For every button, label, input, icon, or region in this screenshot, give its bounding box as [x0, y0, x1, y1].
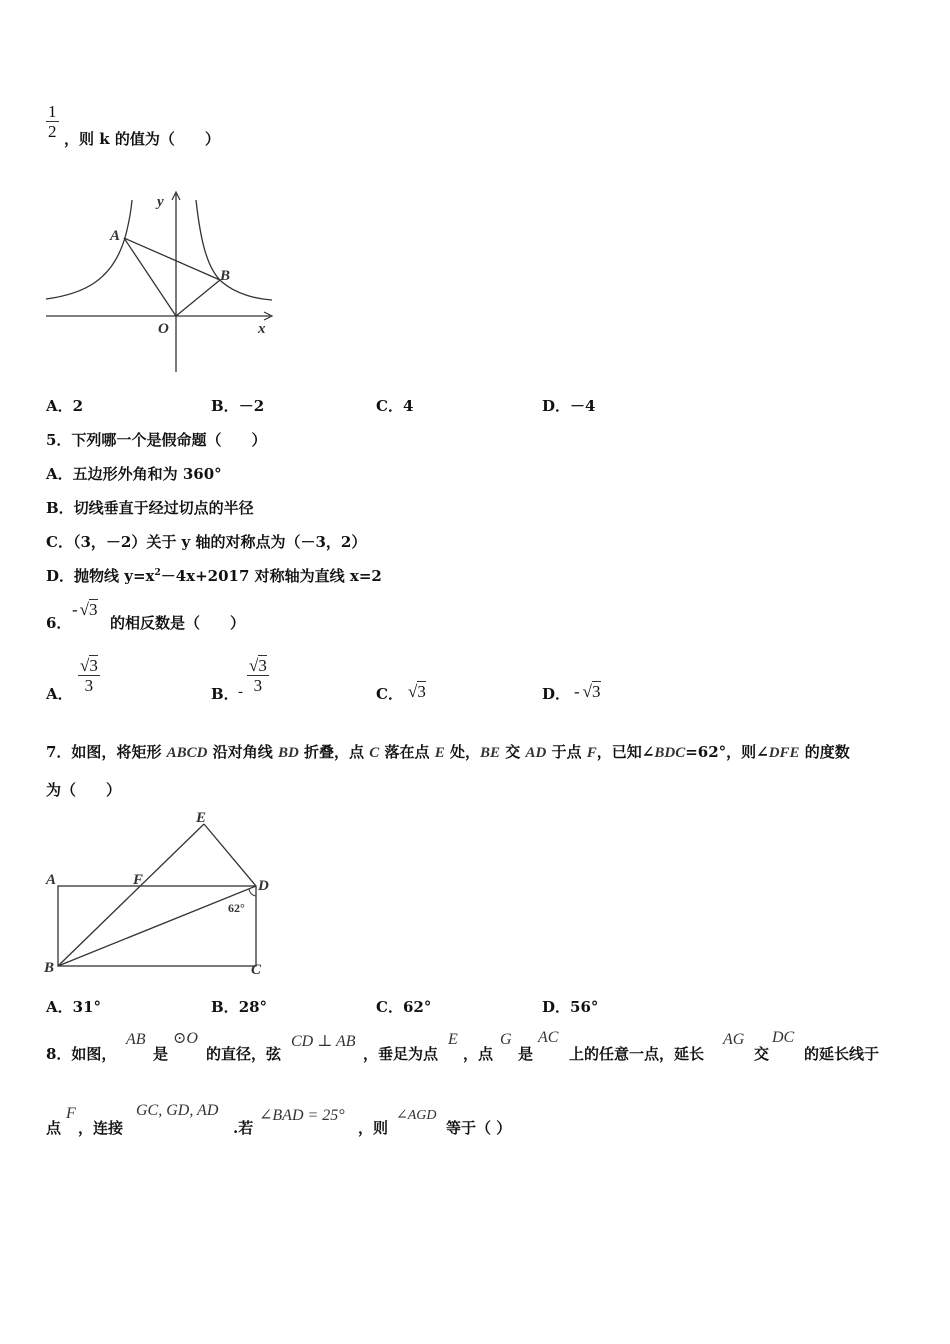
- q6-option-b-letter[interactable]: B．: [211, 685, 239, 703]
- option-text: －4x+2017 对称轴为直线 x=2: [160, 567, 382, 585]
- label-d: D: [258, 878, 269, 894]
- text: 落在点: [379, 743, 435, 761]
- option-text: D．抛物线 y=x: [46, 567, 155, 585]
- option-letter: B．: [211, 998, 239, 1016]
- q6-option-a-letter[interactable]: A．: [46, 685, 73, 703]
- hyperbola-left-branch: [46, 200, 132, 299]
- q8-math-circle-o: ⊙O: [173, 1030, 198, 1047]
- q5-option-b[interactable]: B．切线垂直于经过切点的半径: [46, 499, 254, 517]
- option-letter: D．: [542, 397, 571, 415]
- q6-stem-tail: 的相反数是（ ）: [110, 614, 246, 632]
- q4-option-a[interactable]: [46, 395, 83, 416]
- option-letter: C．: [376, 998, 403, 1016]
- option-text: 4: [402, 397, 414, 415]
- q7-option-c[interactable]: [376, 996, 431, 1017]
- label-origin: O: [158, 321, 169, 337]
- fraction-denominator: 2: [48, 122, 57, 141]
- q6-option-a-fraction[interactable]: [78, 656, 100, 695]
- q4-hyperbola-figure: [44, 188, 276, 374]
- q4-option-d[interactable]: [542, 395, 595, 416]
- q6-neg-sqrt3: [72, 600, 98, 620]
- option-letter: D．: [542, 998, 571, 1016]
- q5-option-d[interactable]: [46, 565, 382, 586]
- q8-text-13: ，则: [358, 1119, 389, 1137]
- exponent: 2: [154, 568, 161, 578]
- q8-text-8: 交: [754, 1045, 770, 1063]
- q6-option-c-letter[interactable]: C．: [376, 685, 403, 703]
- option-text: 62°: [402, 998, 432, 1016]
- var-f: F: [586, 745, 597, 761]
- text: 交: [500, 743, 526, 761]
- var-abcd: ABCD: [166, 745, 208, 761]
- q4-option-c[interactable]: [376, 395, 413, 416]
- q7-stem-line2: 为（ ）: [46, 781, 122, 799]
- q5-option-a[interactable]: A．五边形外角和为 360°: [46, 465, 222, 483]
- radicand: 3: [89, 656, 98, 675]
- q6-option-d-sqrt[interactable]: [574, 682, 601, 702]
- q8-math-ag: AG: [723, 1031, 745, 1048]
- text: 处，: [444, 743, 480, 761]
- radicand: 3: [592, 682, 601, 701]
- var-e: E: [434, 745, 445, 761]
- q8-text-1: 8．如图，: [46, 1045, 117, 1063]
- text: 的度数: [799, 743, 850, 761]
- var-bdc: BDC: [654, 745, 686, 761]
- option-text: －2: [238, 397, 265, 415]
- option-letter: B．: [211, 397, 239, 415]
- q7-option-d[interactable]: [542, 996, 598, 1017]
- text: 折叠，点: [298, 743, 370, 761]
- q4-option-b[interactable]: [211, 395, 264, 416]
- angle-62-label: 62°: [228, 901, 245, 915]
- q7-rectangle-fold-figure: [44, 808, 276, 982]
- option-text: 31°: [72, 998, 102, 1016]
- radicand: 3: [258, 656, 267, 675]
- minus-sign: -: [574, 682, 580, 701]
- q7-option-a[interactable]: [46, 996, 101, 1017]
- var-ad: AD: [525, 745, 547, 761]
- label-a: A: [46, 872, 57, 888]
- segment-ed: [204, 824, 256, 886]
- q8-math-dc: DC: [772, 1029, 795, 1046]
- q4-stem-tail: ，则 k 的值为（ ）: [64, 130, 220, 148]
- q8-math-gc-gd-ad: GC, GD, AD: [136, 1102, 219, 1119]
- q6-option-c-sqrt[interactable]: [408, 682, 426, 702]
- q7-stem-line1: [46, 741, 850, 762]
- q8-text-10: 点: [46, 1119, 62, 1137]
- sqrt-icon: √: [249, 656, 259, 675]
- q8-math-g: G: [500, 1031, 512, 1048]
- sqrt-icon: √: [582, 682, 593, 701]
- option-text: －4: [570, 397, 596, 415]
- q8-text-2: 是: [153, 1045, 169, 1063]
- q8-math-angle-bad: ∠BAD = 25°: [259, 1107, 345, 1124]
- q6-option-b-fraction[interactable]: [247, 656, 269, 695]
- q8-math-arc-ac: AC: [538, 1029, 559, 1046]
- q6-number: 6．: [46, 614, 72, 632]
- text: 于点: [546, 743, 587, 761]
- minus-sign: -: [72, 600, 78, 619]
- text: 7．如图，将矩形: [46, 743, 167, 761]
- option-letter: C．: [376, 397, 403, 415]
- label-c: C: [251, 962, 262, 978]
- sqrt-icon: √: [79, 600, 90, 619]
- q5-stem: 5．下列哪一个是假命题（ ）: [46, 431, 267, 449]
- sqrt-icon: √: [80, 656, 90, 675]
- q8-text-9: 的延长线于: [804, 1045, 880, 1063]
- q8-text-5: ，点: [463, 1045, 494, 1063]
- fraction-denominator: 3: [253, 676, 263, 695]
- fraction-denominator: 3: [84, 676, 94, 695]
- angle-arc: [249, 889, 256, 896]
- q8-math-f: F: [66, 1105, 76, 1122]
- diagonal-bd: [58, 886, 256, 966]
- option-letter: A．: [46, 998, 73, 1016]
- label-b: B: [44, 960, 55, 976]
- label-e: E: [196, 810, 207, 826]
- radicand: 3: [417, 682, 426, 701]
- label-y: y: [157, 194, 164, 210]
- q8-text-11: ，连接: [78, 1119, 124, 1137]
- q8-text-12: .若: [233, 1119, 254, 1137]
- option-text: 2: [72, 397, 84, 415]
- label-point-a: A: [110, 228, 121, 244]
- q8-text-3: 的直径，弦: [206, 1045, 282, 1063]
- q8-text-6: 是: [518, 1045, 534, 1063]
- minus-sign: -: [238, 684, 243, 700]
- text: ，已知∠: [596, 743, 655, 761]
- var-dfe: DFE: [768, 745, 800, 761]
- q8-text-7: 上的任意一点，延长: [569, 1045, 705, 1063]
- option-text: 56°: [570, 998, 599, 1016]
- sqrt-icon: √: [408, 682, 418, 701]
- q8-text-4: ，垂足为点: [363, 1045, 439, 1063]
- option-letter: A．: [46, 397, 73, 415]
- label-point-b: B: [220, 268, 231, 284]
- radicand: 3: [89, 600, 98, 619]
- q5-option-c[interactable]: C．（3，－2）关于 y 轴的对称点为（－3，2）: [46, 533, 367, 551]
- var-bd: BD: [277, 745, 299, 761]
- text: 沿对角线: [207, 743, 278, 761]
- label-f: F: [133, 872, 144, 888]
- text: =62°，则∠: [685, 743, 769, 761]
- q8-math-ab: AB: [126, 1031, 146, 1048]
- fraction-one-half: [46, 102, 59, 141]
- segment-be: [58, 824, 204, 966]
- label-x: x: [258, 321, 266, 337]
- var-c: C: [369, 745, 380, 761]
- option-text: 28°: [238, 998, 268, 1016]
- var-be: BE: [480, 745, 501, 761]
- q6-option-d-letter[interactable]: D．: [542, 685, 571, 703]
- q8-math-cd-perp-ab: CD ⊥ AB: [291, 1033, 356, 1050]
- q8-math-angle-agd: ∠AGD: [396, 1108, 437, 1123]
- q8-math-e: E: [448, 1031, 458, 1048]
- q8-text-14: 等于（ ）: [446, 1119, 512, 1137]
- q7-option-b[interactable]: [211, 996, 267, 1017]
- segment-ob: [176, 280, 220, 316]
- hyperbola-right-branch: [196, 200, 272, 300]
- fraction-numerator: 1: [48, 102, 57, 121]
